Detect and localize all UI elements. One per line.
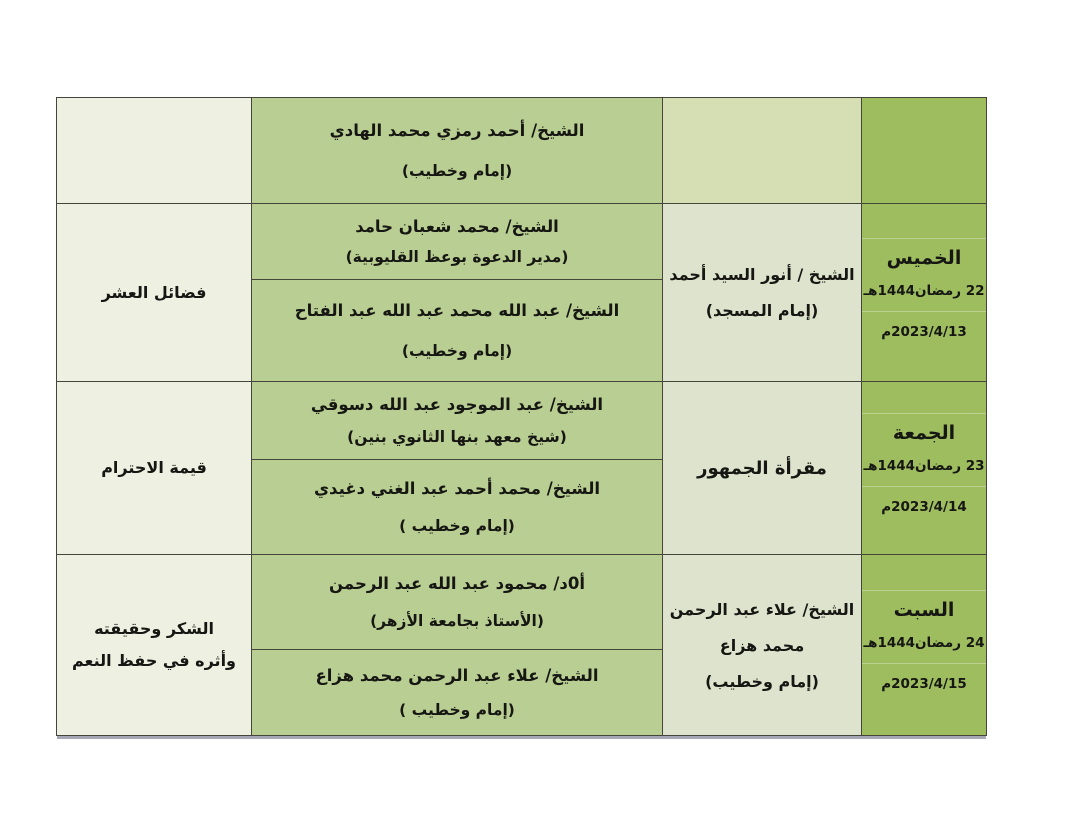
lecturer-name: الشيخ/ عبد الموجود عبد الله دسوقي: [310, 395, 604, 415]
date-cell-empty: [862, 98, 986, 203]
topic-cell: [57, 204, 252, 381]
lecturer-role: (شيخ معهد بنها الثانوي بنين): [347, 427, 567, 446]
lecturer-name: الشيخ/ محمد أحمد عبد الغني دغيدي: [313, 479, 601, 498]
table-row: [57, 554, 986, 735]
date-cell: [862, 555, 986, 735]
lecturer-cell: [252, 555, 663, 735]
lecturer-entry: [252, 279, 662, 381]
lecturer-role: (إمام وخطيب ): [399, 517, 515, 535]
lecturer-cell: [252, 204, 663, 381]
supervisor-role: (إمام المسجد): [705, 301, 819, 320]
date-hijri: 22 رمضان1444هـ: [863, 282, 985, 299]
lecturer-entry: [252, 204, 662, 279]
date-day: الخميس: [862, 238, 986, 271]
date-cell: [862, 382, 986, 554]
lecturer-name: الشيخ/ أحمد رمزي محمد الهادي: [329, 120, 585, 140]
supervisor-name: الشيخ/ علاء عبد الرحمن: [669, 599, 855, 619]
lecturer-role: (الأستاذ بجامعة الأزهر): [370, 612, 544, 630]
lecturer-role: (إمام وخطيب): [401, 341, 513, 360]
topic-cell-empty: [57, 98, 252, 203]
table-row: [57, 98, 986, 203]
date-cell: [862, 204, 986, 381]
date-day: الجمعة: [862, 413, 986, 446]
supervisor-cell: [663, 555, 862, 735]
topic-text: قيمة الاحترام: [101, 458, 207, 477]
date-hijri: 23 رمضان1444هـ: [863, 458, 985, 474]
lecturer-cell: [252, 98, 663, 203]
lecturer-name: الشيخ/ علاء عبد الرحمن محمد هزاع: [315, 666, 599, 685]
lecturer-entry: [252, 382, 662, 459]
date-gregorian: 2023/4/14م: [862, 486, 986, 523]
lecturer-entry: [252, 555, 662, 649]
supervisor-cell: [663, 204, 862, 381]
lecturer-name: أ0د/ محمود عبد الله عبد الرحمن: [329, 574, 585, 593]
topic-cell: [57, 555, 252, 735]
date-gregorian: 2023/4/15م: [862, 663, 986, 700]
table-row: [57, 203, 986, 381]
supervisor-role: (إمام وخطيب): [705, 671, 819, 691]
table-row: [57, 381, 986, 554]
lecturer-entry: [252, 98, 662, 203]
ramadan-schedule-table: [56, 97, 987, 736]
lecturer-name: الشيخ/ محمد شعبان حامد: [355, 216, 559, 236]
supervisor-name: مقرأة الجمهور: [697, 457, 827, 479]
lecturer-role: (مدير الدعوة بوعظ القليوبية): [345, 248, 569, 267]
topic-text: فضائل العشر: [101, 282, 207, 302]
date-hijri: 24 رمضان1444هـ: [863, 635, 985, 651]
lecturer-entry: [252, 649, 662, 735]
lecturer-name: الشيخ/ عبد الله محمد عبد الله عبد الفتاح: [294, 301, 620, 321]
date-day: السبت: [862, 590, 986, 623]
lecturer-entry: [252, 459, 662, 554]
lecturer-role: (إمام وخطيب ): [399, 701, 515, 719]
supervisor-name: محمد هزاع: [719, 635, 805, 655]
supervisor-name: الشيخ / أنور السيد أحمد: [669, 265, 855, 284]
date-gregorian: 2023/4/13م: [862, 311, 986, 348]
topic-text: الشكر وحقيقته وأثره في حفظ النعم: [72, 619, 236, 670]
topic-cell: [57, 382, 252, 554]
supervisor-cell: [663, 382, 862, 554]
lecturer-cell: [252, 382, 663, 554]
lecturer-role: (إمام وخطيب): [401, 162, 513, 181]
supervisor-cell-empty: [663, 98, 862, 203]
